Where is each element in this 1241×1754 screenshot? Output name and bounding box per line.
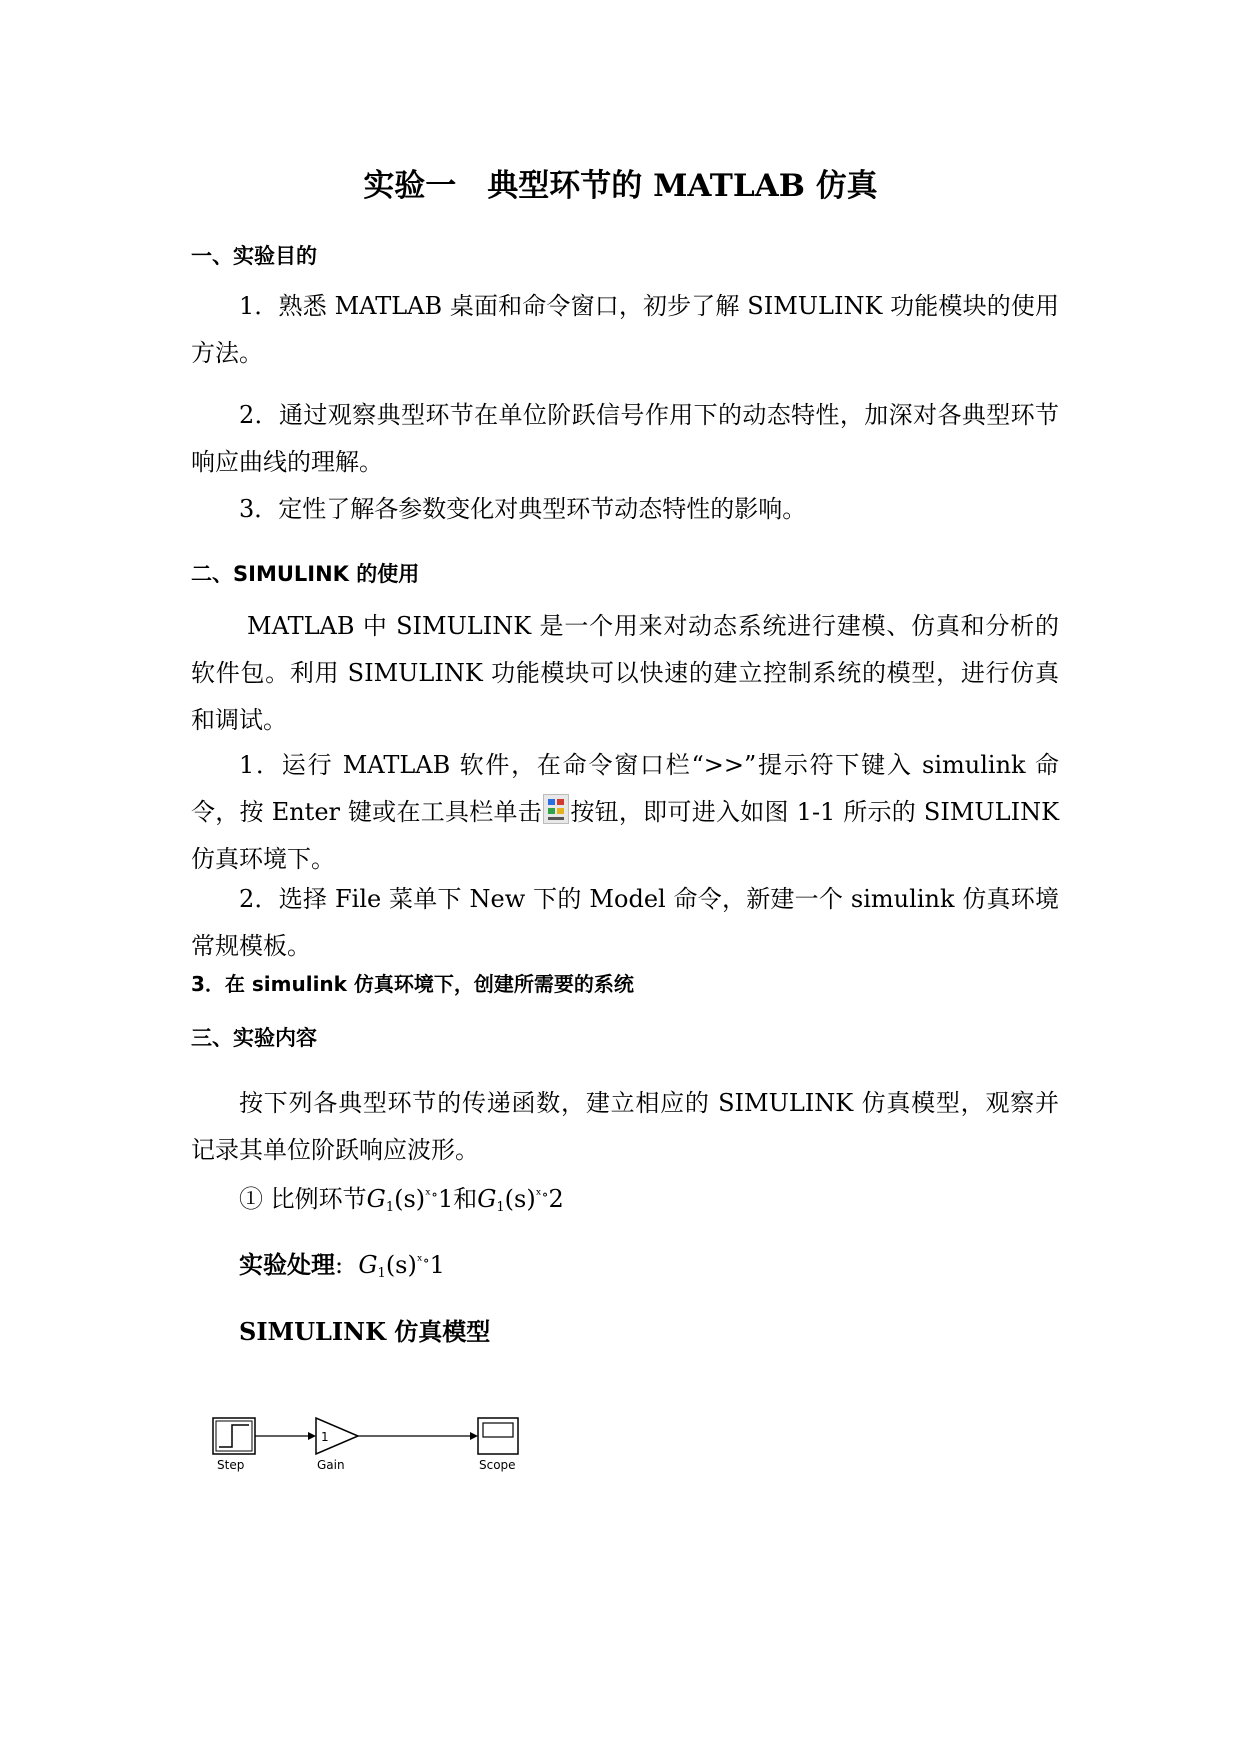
section-heading-objectives: 一、实验目的 (191, 244, 317, 268)
arrowhead-gain-input (308, 1432, 316, 1440)
model-title: SIMULINK 仿真模型 (239, 1317, 491, 1346)
objective-2: 2．通过观察典型环节在单位阶跃信号作用下的动态特性，加深对各典型环节响应曲线的理解。 (191, 401, 1059, 476)
g-symbol-2: G (477, 1185, 497, 1213)
section-heading-content: 三、实验内容 (191, 1026, 317, 1050)
objective-1: 1．熟悉 MATLAB 桌面和命令窗口，初步了解 SIMULINK 功能模块的使用方法。 (191, 292, 1059, 367)
step-label: Step (217, 1458, 245, 1472)
and-word: 和 (453, 1185, 478, 1213)
processing-label: 实验处理 (239, 1250, 335, 1279)
processing-colon: : (335, 1251, 344, 1279)
usage-step-1-text-a: 1．运行 MATLAB 软件，在命令窗口栏“>>”提示符下键入 simulink 命令，按 Enter 键或在工具栏单击 (191, 751, 1059, 826)
simulink-library-icon[interactable] (543, 794, 569, 824)
s-argument-3: (s) (385, 1251, 417, 1279)
g-subscript-2: 1 (496, 1200, 505, 1215)
usage-step-1-text-b: 按钮，即可进入如图 1-1 所示的 SIMULINK 仿真环境下。 (191, 798, 1060, 873)
value-1: 1 (437, 1185, 454, 1213)
equals-glyph-1: ˣ∘ (425, 1187, 438, 1203)
content-intro: 按下列各典型环节的传递函数，建立相应的 SIMULINK 仿真模型，观察并记录其单位阶跃响应波形。 (191, 1089, 1059, 1164)
usage-step-2: 2．选择 File 菜单下 New 下的 Model 命令，新建一个 simulink 仿真环境常规模板。 (191, 885, 1059, 960)
scope-block[interactable] (478, 1418, 518, 1454)
arrowhead-scope-input (470, 1432, 478, 1440)
gain-label: Gain (317, 1458, 345, 1472)
simulink-intro: MATLAB 中 SIMULINK 是一个用来对动态系统进行建模、仿真和分析的软件包。利用 SIMULINK 功能模块可以快速的建立控制系统的模型，进行仿真和调试。 (191, 612, 1059, 734)
simulink-model-diagram (205, 1415, 565, 1489)
step-block[interactable] (213, 1418, 255, 1454)
g-symbol-3: G (358, 1251, 378, 1279)
s-argument-1: (s) (394, 1185, 426, 1213)
processing-line (239, 1245, 445, 1281)
document-title: 实验一 典型环节的 MATLAB 仿真 (363, 168, 878, 204)
value-2: 2 (548, 1185, 564, 1213)
g-subscript-1: 1 (385, 1200, 395, 1215)
item-label: ① 比例环节 (239, 1185, 367, 1213)
g-symbol-1: G (366, 1185, 386, 1213)
equals-glyph-2: ˣ∘ (535, 1187, 549, 1203)
usage-step-3: 3．在 simulink 仿真环境下，创建所需要的系统 (191, 972, 634, 996)
objective-3: 3．定性了解各参数变化对典型环节动态特性的影响。 (239, 495, 807, 523)
scope-label: Scope (479, 1458, 516, 1472)
s-argument-2: (s) (504, 1185, 536, 1213)
proportional-element-line (239, 1179, 564, 1215)
simulink-model-svg (205, 1415, 565, 1485)
section-heading-simulink-usage: 二、SIMULINK 的使用 (191, 562, 420, 586)
g-subscript-3: 1 (377, 1266, 386, 1281)
value-3: 1 (429, 1251, 445, 1279)
equals-glyph-3: ˣ∘ (416, 1253, 430, 1269)
gain-value: 1 (321, 1430, 329, 1444)
usage-step-1 (191, 742, 1059, 883)
